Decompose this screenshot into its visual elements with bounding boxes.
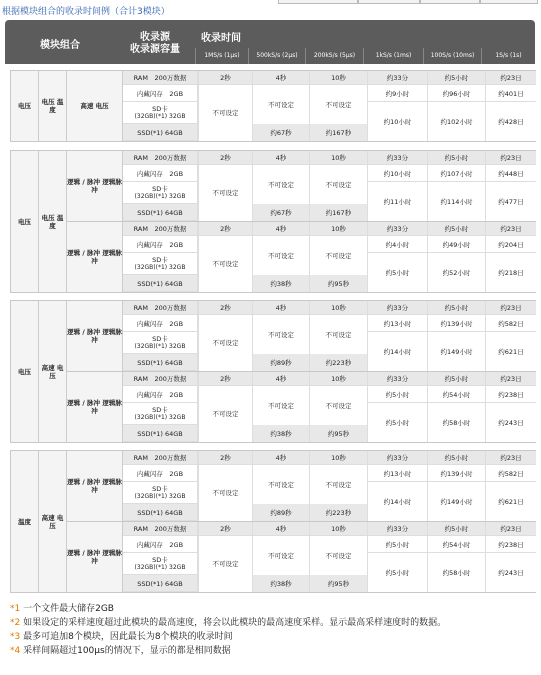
time-value: 约477日 [485,182,536,221]
group-label-a: 电压 [11,301,39,442]
media-sd-name: SD卡 [152,185,168,193]
media-ssd: SSD(*1) 64GB [123,575,198,592]
media-ram: RAM 200万数据 [123,372,198,386]
time-value: 4秒 [252,222,309,236]
time-value-unavailable: 不可设定 [309,236,367,275]
time-value: 4秒 [252,301,309,315]
time-value: 约102小时 [427,102,485,141]
time-value: 约13小时 [367,315,427,332]
top-tab [278,0,358,4]
media-sd [123,102,198,124]
time-value: 约9小时 [367,85,427,102]
time-value: 约33分 [367,522,427,536]
time-value: 约243日 [485,403,536,442]
media-sd-cap: (32GB)(*1) 32GB [134,493,186,500]
time-value: 2秒 [198,372,252,386]
time-value: 约13小时 [367,465,427,482]
media-ram: RAM 200万数据 [123,151,198,165]
module-label: 逻辑 / 脉冲 逻辑脉冲 [67,372,123,442]
time-value: 约96小时 [427,85,485,102]
time-value: 约54小时 [427,536,485,553]
time-value: 约58小时 [427,553,485,592]
group-label-b: 高速 电压 [39,451,67,592]
time-value-unavailable: 不可设定 [198,85,252,141]
footnote: *1 一个文件最大储存2GB [10,604,114,614]
time-value: 约67秒 [252,204,309,221]
header-combo: 模块组合 [40,40,80,51]
time-value-unavailable: 不可设定 [198,165,252,221]
time-value: 约238日 [485,386,536,403]
group-label-b: 高速 电压 [39,301,67,442]
time-value: 约33分 [367,71,427,85]
time-value: 约23日 [485,301,536,315]
time-value: 约223秒 [309,504,367,521]
time-value: 约428日 [485,102,536,141]
time-value: 约582日 [485,315,536,332]
time-value: 2秒 [198,151,252,165]
media-sd-cap: (32GB)(*1) 32GB [134,193,186,200]
time-value: 约5小时 [367,403,427,442]
time-value: 约204日 [485,236,536,253]
time-value: 4秒 [252,522,309,536]
header-rate: 1S/s (1s) [481,48,535,64]
media-sd-cap: (32GB)(*1) 32GB [134,343,186,350]
time-value: 约38秒 [252,275,309,292]
time-value: 约95秒 [309,575,367,592]
time-value: 约33分 [367,372,427,386]
time-value: 10秒 [309,372,367,386]
time-value: 10秒 [309,71,367,85]
module-label: 逻辑 / 脉冲 逻辑脉冲 [67,522,123,592]
time-value: 约582日 [485,465,536,482]
group-block [10,150,536,293]
header-rate: 1kS/s (1ms) [363,48,423,64]
time-value: 约23日 [485,451,536,465]
time-value: 约107小时 [427,165,485,182]
time-value: 约38秒 [252,575,309,592]
time-value-unavailable: 不可设定 [309,386,367,425]
module-label: 逻辑 / 脉冲 逻辑脉冲 [67,222,123,292]
time-value: 约95秒 [309,425,367,442]
time-value-unavailable: 不可设定 [309,85,367,124]
header-time: 收录时间 [201,33,241,44]
media-sd [123,332,198,354]
header-rate: 100S/s (10ms) [423,48,481,64]
time-value: 10秒 [309,222,367,236]
top-border [0,0,541,4]
time-value-unavailable: 不可设定 [252,386,309,425]
module-label: 逻辑 / 脉冲 逻辑脉冲 [67,451,123,521]
time-value: 约33分 [367,151,427,165]
time-value: 约10小时 [367,102,427,141]
header-rate: 500kS/s (2μs) [248,48,305,64]
time-value: 2秒 [198,522,252,536]
group-label-a: 电压 [11,71,39,141]
footnote: *4 采样间隔超过100μs的情况下，显示的都是相同数据 [10,646,231,656]
time-value-unavailable: 不可设定 [198,465,252,521]
time-value-unavailable: 不可设定 [309,165,367,204]
time-value: 约238日 [485,536,536,553]
group-label-b: 电压 温度 [39,151,67,292]
time-value: 约149小时 [427,482,485,521]
header-capacity: 收录源容量 [130,44,180,55]
time-value: 约5小时 [427,222,485,236]
time-value: 约167秒 [309,204,367,221]
media-flash: 内藏闪存 2GB [123,85,198,102]
time-value: 约58小时 [427,403,485,442]
time-value-unavailable: 不可设定 [198,386,252,442]
time-value: 2秒 [198,222,252,236]
time-value: 约139小时 [427,465,485,482]
time-value: 约167秒 [309,124,367,141]
group-label-a: 温度 [11,451,39,592]
group-label-b: 电压 温度 [39,71,67,141]
media-sd-name: SD卡 [152,406,168,414]
top-tab [420,0,480,4]
time-value: 约149小时 [427,332,485,371]
media-ssd: SSD(*1) 64GB [123,204,198,221]
media-ram: RAM 200万数据 [123,301,198,315]
time-value: 约621日 [485,482,536,521]
time-value: 约67秒 [252,124,309,141]
time-value: 4秒 [252,151,309,165]
media-flash: 内藏闪存 2GB [123,315,198,332]
time-value: 约89秒 [252,354,309,371]
time-value: 约14小时 [367,482,427,521]
time-value: 约401日 [485,85,536,102]
media-ssd: SSD(*1) 64GB [123,275,198,292]
time-value: 约5小时 [427,372,485,386]
time-value-unavailable: 不可设定 [309,315,367,354]
time-value: 约5小时 [367,553,427,592]
time-value: 约4小时 [367,236,427,253]
media-ssd: SSD(*1) 64GB [123,425,198,442]
media-ram: RAM 200万数据 [123,222,198,236]
media-flash: 内藏闪存 2GB [123,465,198,482]
time-value-unavailable: 不可设定 [252,236,309,275]
time-value: 约49小时 [427,236,485,253]
time-value-unavailable: 不可设定 [252,165,309,204]
time-value: 约52小时 [427,253,485,292]
media-sd [123,482,198,504]
media-sd-name: SD卡 [152,105,168,113]
group-block [10,300,536,443]
group-block [10,450,536,593]
time-value-unavailable: 不可设定 [252,315,309,354]
time-value: 约23日 [485,151,536,165]
time-value: 约621日 [485,332,536,371]
time-value: 约33分 [367,222,427,236]
time-value: 约5小时 [367,536,427,553]
time-value: 约243日 [485,553,536,592]
media-sd [123,403,198,425]
time-value: 约218日 [485,253,536,292]
time-value: 约11小时 [367,182,427,221]
media-ssd: SSD(*1) 64GB [123,504,198,521]
module-label: 逻辑 / 脉冲 逻辑脉冲 [67,301,123,371]
time-value: 10秒 [309,301,367,315]
time-value: 约5小时 [427,71,485,85]
media-sd-name: SD卡 [152,256,168,264]
time-value: 2秒 [198,451,252,465]
footnote: *2 如果设定的采样速度超过此模块的最高速度，将会以此模块的最高速度采样。显示最高采样速度时的数据。 [10,618,447,628]
time-value: 约5小时 [427,151,485,165]
time-value: 约23日 [485,522,536,536]
media-ram: RAM 200万数据 [123,522,198,536]
time-value: 约95秒 [309,275,367,292]
media-ssd: SSD(*1) 64GB [123,124,198,141]
media-flash: 内藏闪存 2GB [123,165,198,182]
time-value: 约5小时 [427,522,485,536]
time-value: 约5小时 [367,386,427,403]
media-sd-name: SD卡 [152,556,168,564]
time-value: 约139小时 [427,315,485,332]
time-value: 4秒 [252,71,309,85]
time-value: 约33分 [367,451,427,465]
time-value-unavailable: 不可设定 [252,85,309,124]
time-value: 约23日 [485,372,536,386]
media-ram: RAM 200万数据 [123,71,198,85]
time-value-unavailable: 不可设定 [309,465,367,504]
footnote: *3 最多可追加8个模块，因此最长为8个模块的收录时间 [10,632,233,642]
media-sd-cap: (32GB)(*1) 32GB [134,414,186,421]
module-label: 逻辑 / 脉冲 逻辑脉冲 [67,151,123,221]
time-value: 约223秒 [309,354,367,371]
footnotes [10,602,540,658]
media-flash: 内藏闪存 2GB [123,236,198,253]
page-title: 根据模块组合的收录时间例（合计3模块） [2,7,170,17]
time-value: 约448日 [485,165,536,182]
media-flash: 内藏闪存 2GB [123,536,198,553]
media-sd-cap: (32GB)(*1) 32GB [134,564,186,571]
time-value-unavailable: 不可设定 [198,236,252,292]
time-value-unavailable: 不可设定 [252,465,309,504]
time-value-unavailable: 不可设定 [309,536,367,575]
time-value: 约54小时 [427,386,485,403]
top-tab [480,0,538,4]
time-value-unavailable: 不可设定 [198,315,252,371]
time-value: 约5小时 [427,451,485,465]
top-tab [358,0,420,4]
group-label-a: 电压 [11,151,39,292]
time-value: 约38秒 [252,425,309,442]
media-sd-cap: (32GB)(*1) 32GB [134,113,186,120]
time-value: 约33分 [367,301,427,315]
header-rate: 200kS/s (5μs) [305,48,363,64]
media-sd [123,182,198,204]
time-value: 4秒 [252,372,309,386]
time-value: 2秒 [198,71,252,85]
table-header [5,20,535,64]
media-sd [123,553,198,575]
time-value: 约5小时 [367,253,427,292]
media-ssd: SSD(*1) 64GB [123,354,198,371]
media-flash: 内藏闪存 2GB [123,386,198,403]
time-value-unavailable: 不可设定 [252,536,309,575]
header-source: 收录源 [140,32,170,43]
media-sd-cap: (32GB)(*1) 32GB [134,264,186,271]
header-rate: 1MS/s (1μs) [195,48,248,64]
time-value: 约89秒 [252,504,309,521]
media-ram: RAM 200万数据 [123,451,198,465]
time-value: 约23日 [485,71,536,85]
time-value: 约14小时 [367,332,427,371]
media-sd-name: SD卡 [152,335,168,343]
time-value: 10秒 [309,522,367,536]
time-value-unavailable: 不可设定 [198,536,252,592]
time-value: 约114小时 [427,182,485,221]
time-value: 2秒 [198,301,252,315]
time-value: 约23日 [485,222,536,236]
time-value: 约10小时 [367,165,427,182]
media-sd [123,253,198,275]
time-value: 4秒 [252,451,309,465]
time-value: 10秒 [309,451,367,465]
time-value: 10秒 [309,151,367,165]
media-sd-name: SD卡 [152,485,168,493]
group-block [10,70,536,142]
time-value: 约5小时 [427,301,485,315]
module-label: 高速 电压 [67,71,123,141]
